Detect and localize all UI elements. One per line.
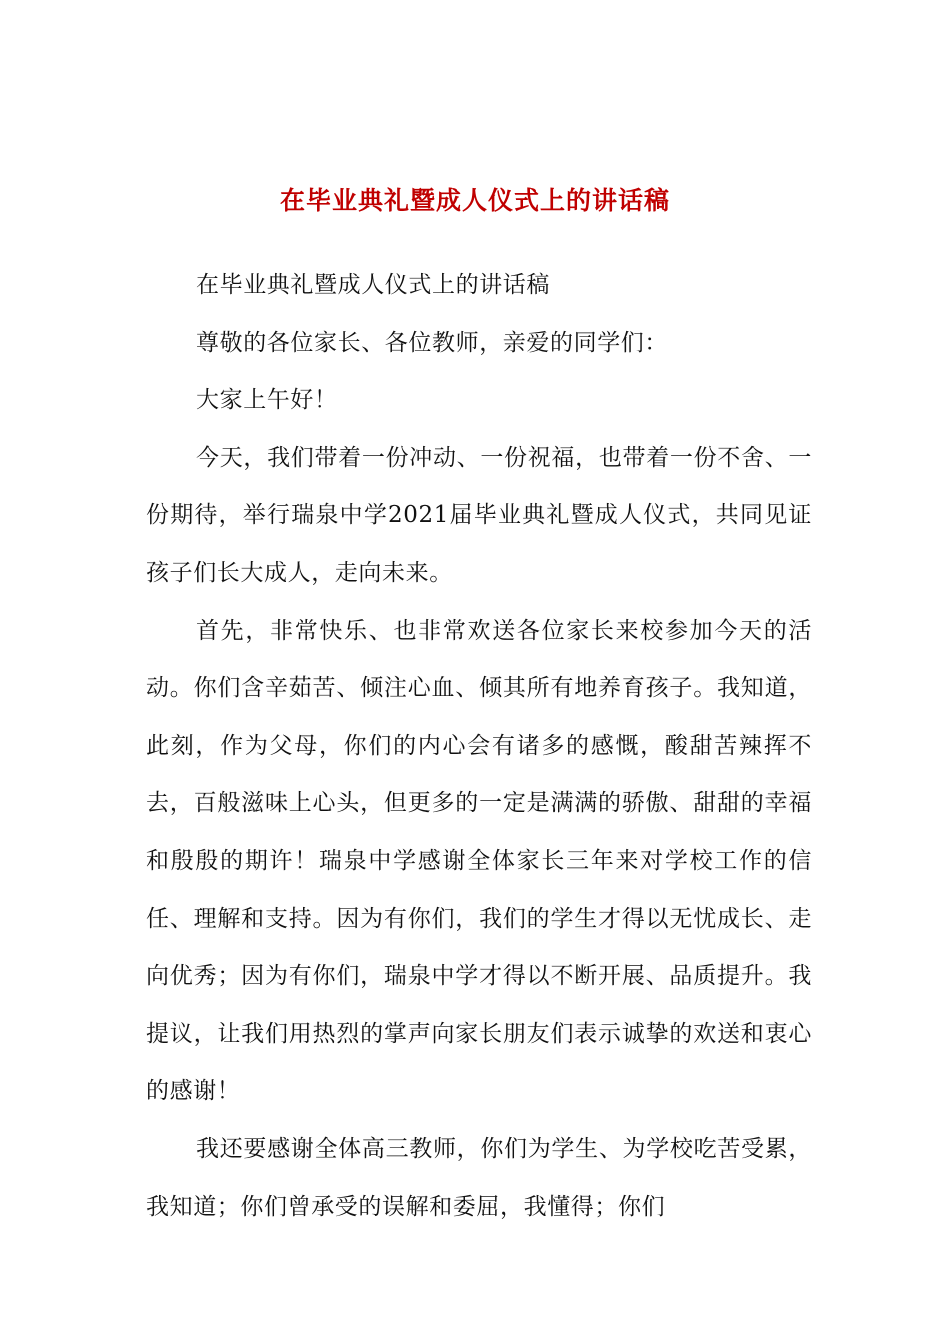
- paragraph-salutation: 尊敬的各位家长、各位教师，亲爱的同学们：: [196, 329, 668, 356]
- paragraph-thanks-teachers: 我还要感谢全体高三教师，你们为学生、为学校吃苦受累，我知道；你们曾承受的误解和委屈，我懂得；你们: [146, 1135, 812, 1220]
- paragraph-subtitle: 在毕业典礼暨成人仪式上的讲话稿: [196, 272, 550, 298]
- paragraph-opening: 今天，我们带着一份冲动、一份祝福，也带着一份不舍、一份期待，举行瑞泉中学2021届毕业典礼暨成人仪式，共同见证孩子们长大成人，走向未来。: [146, 444, 812, 586]
- document-title: 在毕业典礼暨成人仪式上的讲话稿: [279, 186, 670, 215]
- paragraph-greeting: 大家上午好！: [196, 387, 338, 414]
- paragraph-thanks-parents: 首先，非常快乐、也非常欢送各位家长来校参加今天的活动。你们含辛茹苦、倾注心血、倾其所有地养育孩子。我知道，此刻，作为父母，你们的内心会有诸多的感慨，酸甜苦辣挥不去，百般滋味上心头，但更多的一定是满满的骄傲、甜甜的幸福和殷殷的期许！瑞泉中学感谢全体家长三年来对学校工作的信任、理解和支持。因为有你们，我们的学生才得以无忧成长、走向优秀；因为有你们，瑞泉中学才得以不断开展、品质提升。我提议，让我们用热烈的掌声向家长朋友们表示诚挚的欢送和衷心的感谢！: [146, 617, 812, 1105]
- document-body: [146, 257, 812, 1236]
